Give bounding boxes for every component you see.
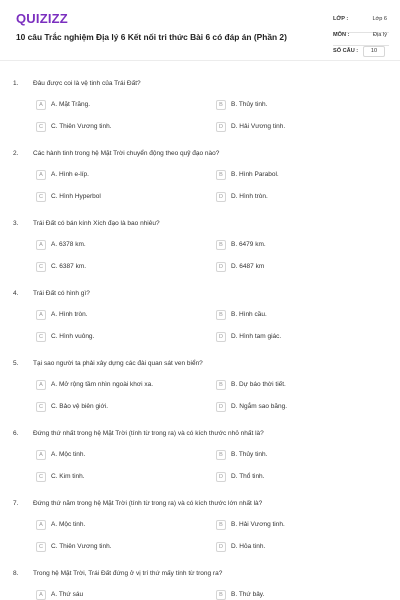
option-text: A. 6378 km. — [51, 241, 86, 248]
option-text: A. Thứ sáu — [51, 591, 84, 598]
option-letter-box: A — [36, 450, 46, 460]
option-letter-box: B — [216, 590, 226, 600]
question-number: 5. — [13, 360, 19, 367]
option-text: D. Ngắm sao băng. — [231, 403, 288, 410]
question-item — [0, 570, 400, 600]
question-item — [0, 430, 400, 490]
meta-count-label: SỐ CÂU : — [333, 48, 359, 54]
option-text: C. 6387 km. — [51, 263, 87, 270]
question-text: Đứng thứ năm trong hệ Mặt Trời (tính từ trong ra) và có kích thước lớn nhất là? — [33, 500, 263, 507]
header-divider — [0, 60, 400, 61]
question-number: 8. — [13, 570, 19, 577]
option-letter-box: A — [36, 240, 46, 250]
option-text: A. Mặt Trăng. — [51, 101, 91, 108]
option-text: A. Mở rộng tầm nhìn ngoài khơi xa. — [51, 381, 154, 388]
option-text: D. Hình tròn. — [231, 193, 268, 200]
option-text: D. Hỏa tinh. — [231, 543, 266, 550]
meta-subject-value: Địa lý — [373, 32, 387, 38]
question-number: 6. — [13, 430, 19, 437]
option-text: B. Dự báo thời tiết. — [231, 381, 286, 388]
option-letter-box: B — [216, 310, 226, 320]
option-text: C. Thiên Vương tinh. — [51, 123, 112, 130]
question-item — [0, 150, 400, 210]
option-letter-box: A — [36, 380, 46, 390]
option-text: C. Thiên Vương tinh. — [51, 543, 112, 550]
option-text: B. Thủy tinh. — [231, 451, 268, 458]
option-letter-box: A — [36, 590, 46, 600]
question-text: Trái Đất có hình gì? — [33, 290, 90, 297]
meta-subject-label: MÔN : — [333, 32, 350, 38]
option-letter-box: C — [36, 262, 46, 272]
option-text: A. Mộc tinh. — [51, 451, 86, 458]
option-text: B. Hình Parabol. — [231, 171, 279, 178]
option-text: D. Thổ tinh. — [231, 473, 265, 480]
worksheet-title: 10 câu Trắc nghiệm Địa lý 6 Kết nối tri thức Bài 6 có đáp án (Phần 2) — [16, 32, 287, 42]
question-item — [0, 500, 400, 560]
option-letter-box: B — [216, 380, 226, 390]
option-text: A. Mộc tinh. — [51, 521, 86, 528]
meta-class — [333, 14, 389, 26]
option-letter-box: A — [36, 170, 46, 180]
option-text: C. Bảo vệ biên giới. — [51, 403, 109, 410]
option-letter-box: D — [216, 262, 226, 272]
meta-class-value: Lớp 6 — [372, 16, 387, 22]
option-text: A. Hình e-líp. — [51, 171, 89, 178]
question-item — [0, 220, 400, 280]
option-letter-box: A — [36, 520, 46, 530]
question-number: 2. — [13, 150, 19, 157]
meta-class-label: LỚP : — [333, 16, 349, 22]
option-text: B. Thứ bảy. — [231, 591, 265, 598]
question-text: Đâu được coi là vệ tinh của Trái Đất? — [33, 80, 141, 87]
option-letter-box: B — [216, 170, 226, 180]
option-letter-box: C — [36, 542, 46, 552]
option-letter-box: B — [216, 450, 226, 460]
option-letter-box: B — [216, 100, 226, 110]
option-text: C. Hình vuông. — [51, 333, 95, 340]
question-text: Các hành tinh trong hệ Mặt Trời chuyển động theo quỹ đạo nào? — [33, 150, 220, 157]
question-item — [0, 360, 400, 420]
option-text: B. 6479 km. — [231, 241, 266, 248]
question-number: 3. — [13, 220, 19, 227]
question-number: 7. — [13, 500, 19, 507]
meta-subject — [333, 30, 389, 42]
question-number: 1. — [13, 80, 19, 87]
option-letter-box: A — [36, 100, 46, 110]
quizizz-logo: QUIZIZZ — [16, 11, 68, 26]
option-letter-box: D — [216, 402, 226, 412]
question-text: Trong hệ Mặt Trời, Trái Đất đứng ở vị trí thứ mấy tính từ trong ra? — [33, 570, 223, 577]
question-item — [0, 80, 400, 140]
option-text: D. Hình tam giác. — [231, 333, 282, 340]
option-letter-box: B — [216, 520, 226, 530]
option-text: C. Hình Hyperbol — [51, 193, 101, 200]
option-letter-box: D — [216, 122, 226, 132]
question-text: Trái Đất có bán kính Xích đạo là bao nhiêu? — [33, 220, 160, 227]
meta-count-value: 10 — [363, 46, 385, 57]
option-text: B. Hình cầu. — [231, 311, 267, 318]
option-text: C. Kim tinh. — [51, 473, 85, 480]
option-letter-box: D — [216, 542, 226, 552]
option-text: D. 6487 km — [231, 263, 265, 270]
option-letter-box: C — [36, 402, 46, 412]
meta-count — [333, 46, 389, 58]
question-text: Tại sao người ta phải xây dựng các đài quan sát ven biển? — [33, 360, 203, 367]
option-letter-box: D — [216, 332, 226, 342]
option-text: D. Hải Vương tinh. — [231, 123, 286, 130]
option-text: B. Hải Vương tinh. — [231, 521, 285, 528]
option-letter-box: C — [36, 332, 46, 342]
option-letter-box: C — [36, 192, 46, 202]
option-letter-box: B — [216, 240, 226, 250]
option-text: B. Thủy tinh. — [231, 101, 268, 108]
option-letter-box: A — [36, 310, 46, 320]
worksheet-header — [0, 0, 400, 62]
option-letter-box: D — [216, 472, 226, 482]
option-letter-box: C — [36, 472, 46, 482]
option-letter-box: D — [216, 192, 226, 202]
option-letter-box: C — [36, 122, 46, 132]
question-number: 4. — [13, 290, 19, 297]
question-text: Đứng thứ nhất trong hệ Mặt Trời (tính từ trong ra) và có kích thước nhỏ nhất là? — [33, 430, 264, 437]
question-item — [0, 290, 400, 350]
option-text: A. Hình tròn. — [51, 311, 88, 318]
